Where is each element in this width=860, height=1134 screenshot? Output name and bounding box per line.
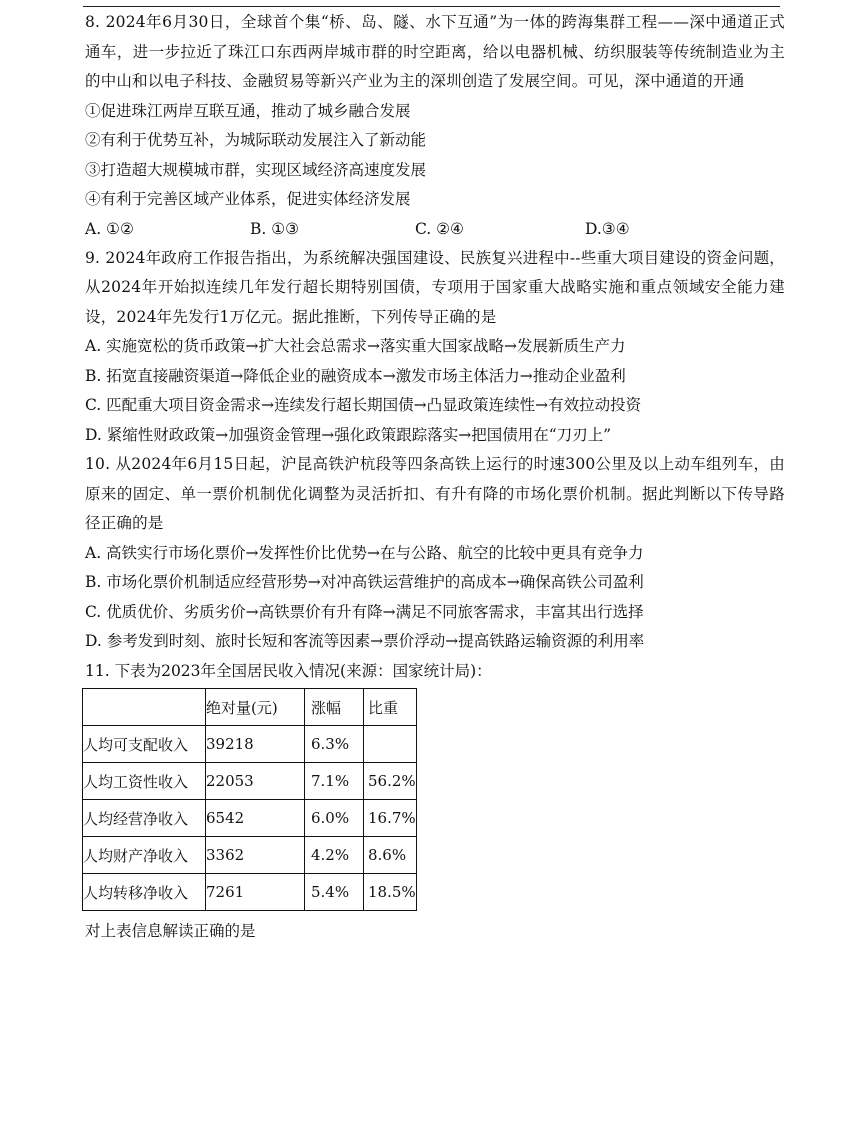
table-header-cell: 涨幅 — [305, 689, 364, 726]
table-cell: 16.7% — [364, 800, 417, 837]
q11-followup: 对上表信息解读正确的是 — [85, 922, 256, 940]
table-cell: 7261 — [206, 874, 305, 911]
q8-item-3: ③打造超大规模城市群，实现区域经济高速度发展 — [85, 160, 427, 179]
table-cell: 人均转移净收入 — [83, 874, 206, 911]
table-cell: 3362 — [206, 837, 305, 874]
exam-page — [85, 8, 785, 945]
table-cell: 人均工资性收入 — [83, 763, 206, 800]
table-cell: 6.0% — [305, 800, 364, 837]
q8-option-a: A. ①② — [85, 219, 134, 238]
q11-stem: 11. 下表为2023年全国居民收入情况(来源：国家统计局)： — [85, 661, 492, 680]
q9-option-a: A. 实施宽松的货币政策→扩大社会总需求→落实重大国家战略→发展新质生产力 — [85, 337, 626, 355]
q10-option-d: D. 参考发到时刻、旅时长短和客流等因素→票价浮动→提高铁路运输资源的利用率 — [85, 632, 645, 650]
q10-stem: 10. 从2024年6月15日起，沪昆高铁沪杭段等四条高铁上运行的时速300公里及以上动车组列车，由原来的固定、单一票价机制优化调整为灵活折扣、有升有降的市场化票价机制。据此判断以下传导路径正确的是 — [85, 455, 785, 532]
q8-option-c: C. ②④ — [415, 219, 464, 238]
table-row — [83, 726, 417, 763]
q10-option-b: B. 市场化票价机制适应经营形势→对冲高铁运营维护的高成本→确保高铁公司盈利 — [85, 573, 644, 591]
table-cell: 人均可支配收入 — [83, 726, 206, 763]
q10-option-c: C. 优质优价、劣质劣价→高铁票价有升有降→满足不同旅客需求，丰富其出行选择 — [85, 602, 644, 621]
q10-option-a: A. 高铁实行市场化票价→发挥性价比优势→在与公路、航空的比较中更具有竞争力 — [85, 543, 644, 562]
table-header-cell: 绝对量(元) — [206, 689, 305, 726]
q8-item-4: ④有利于完善区域产业体系，促进实体经济发展 — [85, 190, 411, 208]
table-row — [83, 837, 417, 874]
top-rule — [83, 6, 780, 7]
table-cell: 18.5% — [364, 874, 417, 911]
q8-options — [85, 215, 785, 244]
q8-stem: 8. 2024年6月30日，全球首个集“桥、岛、隧、水下互通”为一体的跨海集群工程——深中通道正式通车，进一步拉近了珠江口东西两岸城市群的时空距离，给以电器机械、纺织服装等传统制造业为主的中山和以电子科技、金融贸易等新兴产业为主的深圳创造了发展空间。可见，深中通道的开通 — [85, 13, 785, 90]
q8-option-b: B. ①③ — [250, 219, 300, 238]
table-header-row — [83, 689, 417, 726]
q8-item-2: ②有利于优势互补，为城际联动发展注入了新动能 — [85, 131, 427, 149]
table-cell: 39218 — [206, 726, 305, 763]
table-row — [83, 763, 417, 800]
table-cell: 4.2% — [305, 837, 364, 874]
q8-item-1: ①促进珠江两岸互联互通，推动了城乡融合发展 — [85, 101, 411, 120]
table-row — [83, 800, 417, 837]
table-header-cell — [83, 689, 206, 726]
income-table — [82, 688, 417, 911]
table-header-cell: 比重 — [364, 689, 417, 726]
table-cell: 人均财产净收入 — [83, 837, 206, 874]
q9-option-d: D. 紧缩性财政政策→加强资金管理→强化政策跟踪落实→把国债用在“刀刃上” — [85, 425, 612, 444]
table-cell: 人均经营净收入 — [83, 800, 206, 837]
q9-option-b: B. 拓宽直接融资渠道→降低企业的融资成本→激发市场主体活力→推动企业盈利 — [85, 366, 626, 385]
table-row — [83, 874, 417, 911]
q8-option-d: D.③④ — [585, 219, 630, 238]
table-cell: 56.2% — [364, 763, 417, 800]
table-cell: 8.6% — [364, 837, 417, 874]
table-cell — [364, 726, 417, 763]
q9-option-c: C. 匹配重大项目资金需求→连续发行超长期国债→凸显政策连续性→有效拉动投资 — [85, 396, 642, 414]
table-cell: 6.3% — [305, 726, 364, 763]
q9-stem: 9. 2024年政府工作报告指出，为系统解决强国建设、民族复兴进程中--些重大项目建设的资金问题，从2024年开始拟连续几年发行超长期特别国债，专项用于国家重大战略实施和重点领域安全能力建设，2024年先发行1万亿元。据此推断，下列传导正确的是 — [85, 248, 785, 326]
table-cell: 7.1% — [305, 763, 364, 800]
table-cell: 6542 — [206, 800, 305, 837]
table-cell: 5.4% — [305, 874, 364, 911]
table-cell: 22053 — [206, 763, 305, 800]
